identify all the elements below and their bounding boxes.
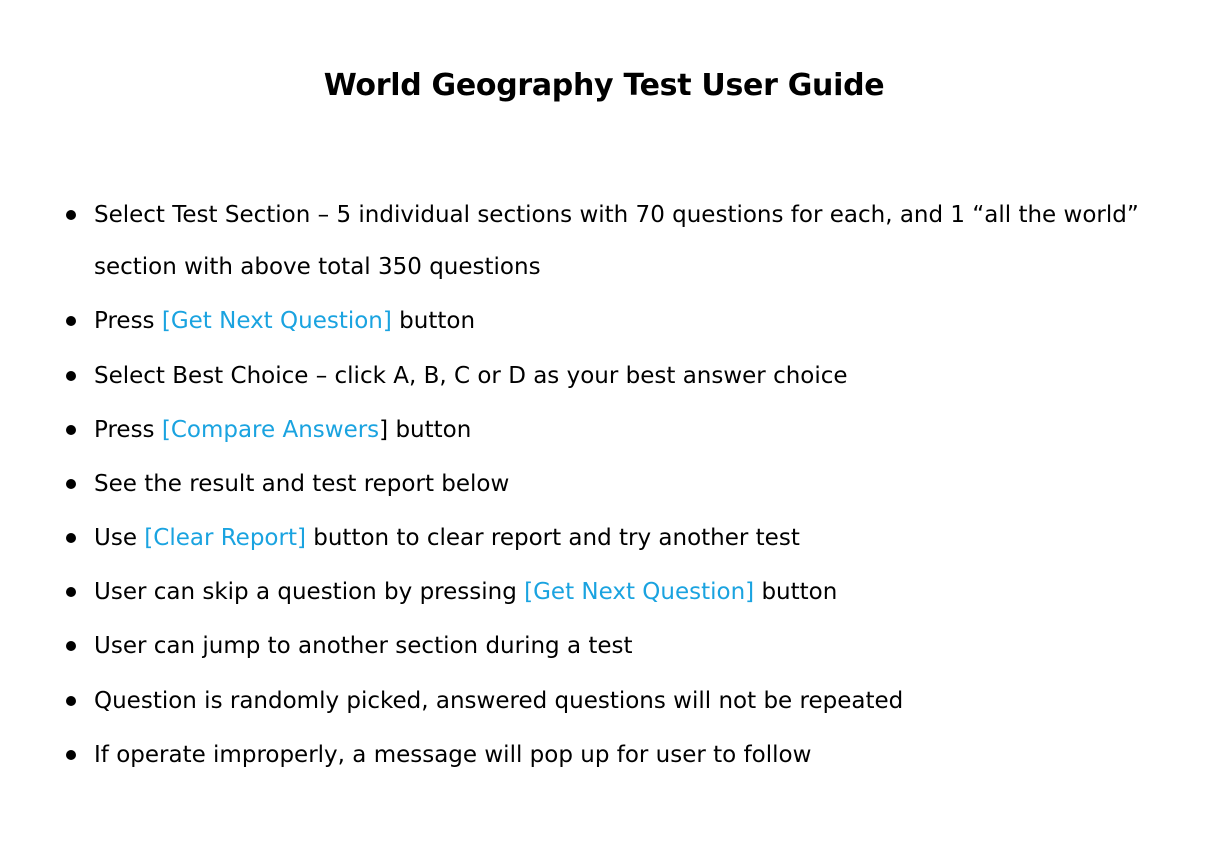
list-item	[94, 189, 1184, 293]
bullet-icon	[66, 533, 76, 543]
list-item-text: User can jump to another section during a test	[94, 633, 633, 659]
list-item-text: Select Best Choice – click A, B, C or D as your best answer choice	[94, 363, 848, 389]
page-title: World Geography Test User Guide	[323, 68, 885, 103]
bullet-icon	[66, 479, 76, 489]
list-item-text: User can skip a question by pressing	[94, 579, 525, 605]
list-item-text: button	[754, 579, 838, 605]
bullet-icon	[66, 587, 76, 597]
list-item	[94, 512, 1184, 564]
list-item	[94, 350, 1184, 402]
list-item	[94, 404, 1184, 456]
compare-answers-reference: [Compare Answers	[161, 417, 380, 443]
bullet-icon	[66, 425, 76, 435]
bullet-icon	[66, 641, 76, 651]
list-item	[94, 729, 1184, 781]
list-item-text: button	[391, 308, 476, 334]
list-item	[94, 295, 1184, 347]
bullet-icon	[66, 750, 76, 760]
list-item	[94, 458, 1184, 510]
list-item	[94, 675, 1184, 727]
list-item	[94, 620, 1184, 672]
get-next-question-reference: [Get Next Question]	[524, 579, 755, 605]
list-item-text: Press	[94, 417, 162, 443]
get-next-question-reference: [Get Next Question]	[161, 308, 392, 334]
bullet-icon	[66, 316, 76, 326]
clear-report-reference: [Clear Report]	[144, 525, 306, 551]
list-item	[94, 566, 1184, 618]
list-item-text: ] button	[379, 417, 472, 443]
list-item-text: See the result and test report below	[94, 471, 510, 497]
list-item-text: Question is randomly picked, answered questions will not be repeated	[94, 688, 904, 714]
list-item-text: If operate improperly, a message will pop up for user to follow	[94, 742, 812, 768]
list-item-text: button to clear report and try another test	[305, 525, 800, 551]
list-item-text: Select Test Section – 5 individual sections with 70 questions for each, and 1 “all the world”	[94, 202, 1139, 228]
bullet-icon	[66, 371, 76, 381]
bullet-icon	[66, 696, 76, 706]
bullet-icon	[66, 210, 76, 220]
list-item-text: Press	[94, 308, 162, 334]
list-item-text: Use	[94, 525, 145, 551]
list-item-text: section with above total 350 questions	[94, 254, 541, 280]
